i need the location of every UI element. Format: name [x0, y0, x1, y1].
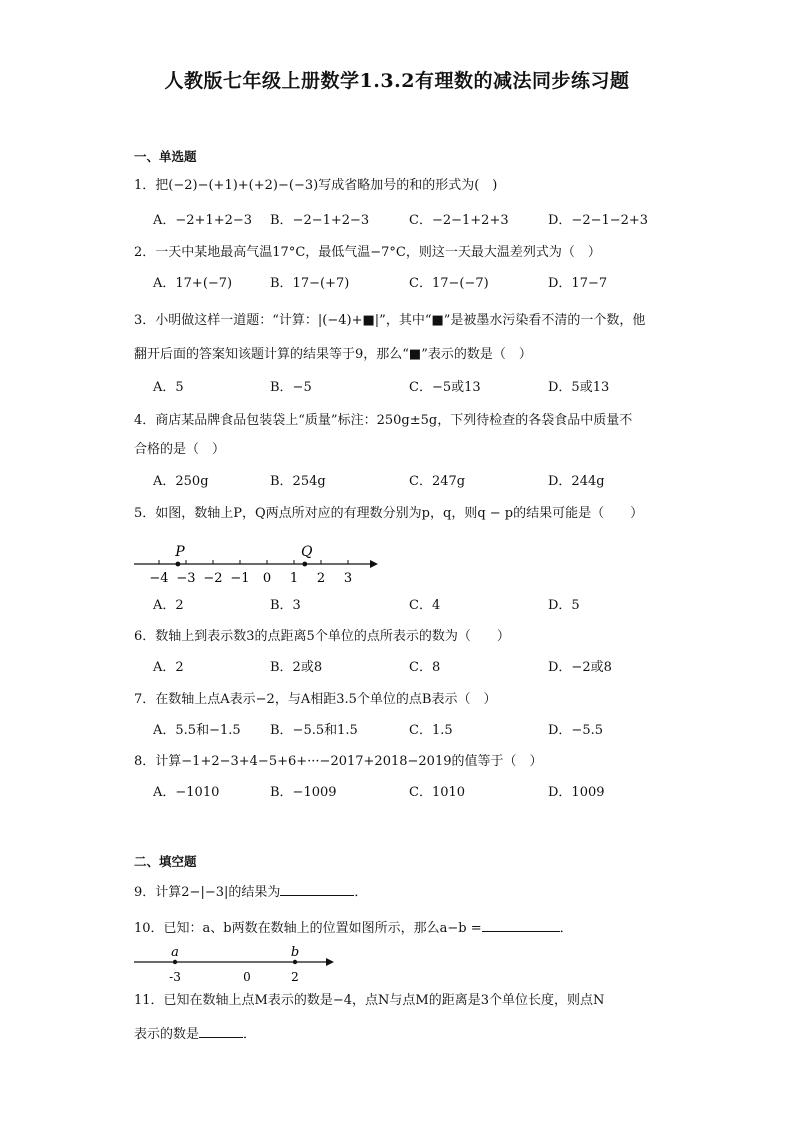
tick-label: 1	[289, 571, 299, 586]
question-text-line1: 小明做这样一道题：“计算：|(−4)+■|”，其中“■”是被墨水污染看不清的一个数，他	[155, 313, 646, 328]
question-number: 9．	[134, 885, 156, 900]
option-d[interactable]: D．5或13	[548, 380, 610, 395]
option-b[interactable]: B．254g	[270, 474, 326, 489]
question-3	[134, 312, 645, 330]
question-number: 6．	[134, 629, 156, 644]
option-c[interactable]: C．−5或13	[409, 380, 481, 395]
option-b[interactable]: B．2或8	[270, 660, 323, 675]
tick-label: 2	[316, 571, 326, 586]
tick-label: −4	[149, 571, 169, 586]
question-text: 计算−1+2−3+4−5+6+···−2017+2018−2019的值等于（ ）	[155, 754, 543, 769]
option-a[interactable]: A．2	[153, 598, 184, 613]
option-b[interactable]: B．−1009	[270, 785, 337, 800]
point-label: Q	[301, 544, 313, 560]
question-6	[134, 628, 510, 646]
option-c[interactable]: C．17−(−7)	[409, 276, 489, 291]
option-d[interactable]: D．244g	[548, 474, 605, 489]
option-d[interactable]: D．−2−1−2+3	[548, 213, 649, 228]
page-title: 人教版七年级上册数学1.3.2有理数的减法同步练习题	[164, 70, 630, 92]
point-label: P	[175, 544, 185, 560]
option-c[interactable]: C．1010	[409, 785, 466, 800]
option-d[interactable]: D．−5.5	[548, 723, 603, 738]
answer-blank[interactable]	[482, 919, 560, 932]
option-a[interactable]: A．5	[153, 380, 184, 395]
option-c[interactable]: C．4	[409, 598, 441, 613]
point-marker	[293, 960, 297, 964]
question-text-line1: 已知在数轴上点M表示的数是−4，点N与点M的距离是3个单位长度，则点N	[163, 993, 605, 1008]
option-b[interactable]: B．−5.5和1.5	[270, 723, 358, 738]
question-number: 5．	[134, 506, 156, 521]
point-marker	[302, 562, 307, 567]
question-9: 9．计算2−|−3|的结果为 ．	[134, 885, 368, 900]
number-line-q5	[130, 532, 390, 590]
tick-label: −3	[176, 571, 196, 586]
tick-label: 0	[262, 571, 272, 586]
option-c[interactable]: C．247g	[409, 474, 466, 489]
option-c[interactable]: C．8	[409, 660, 441, 675]
point-marker	[176, 562, 181, 567]
option-d[interactable]: D．5	[548, 598, 580, 613]
question-text: 一天中某地最高气温17°C，最低气温−7°C，则这一天最大温差列式为（ ）	[155, 245, 601, 260]
option-a[interactable]: A．2	[153, 660, 184, 675]
question-11	[134, 992, 604, 1010]
axis-arrow	[370, 560, 378, 568]
option-b[interactable]: B．17−(+7)	[270, 276, 350, 291]
question-11-line2: 表示的数是 ．	[134, 1027, 257, 1042]
question-8	[134, 753, 542, 771]
option-b[interactable]: B．3	[270, 598, 301, 613]
number-line-q10	[130, 940, 340, 988]
question-number: 7．	[134, 692, 156, 707]
question-text: 已知：a、b两数在数轴上的位置如图所示，那么a−b =	[163, 921, 482, 936]
point-label: b	[290, 945, 300, 960]
option-a[interactable]: A．−1010	[153, 785, 220, 800]
tick-label: -3	[169, 970, 181, 984]
section-fill-blank: 二、填空题	[134, 854, 197, 869]
option-a[interactable]: A．−2+1+2−3	[153, 213, 253, 228]
axis-arrow	[326, 958, 334, 966]
question-text: 计算2−|−3|的结果为	[155, 885, 281, 900]
question-10: 10．已知：a、b两数在数轴上的位置如图所示，那么a−b = ．	[134, 921, 573, 936]
question-number: 11．	[134, 993, 164, 1008]
question-4-line2: 合格的是（ ）	[134, 442, 226, 457]
option-d[interactable]: D．17−7	[548, 276, 608, 291]
option-a[interactable]: A．250g	[153, 474, 209, 489]
option-b[interactable]: B．−2−1+2−3	[270, 213, 370, 228]
answer-blank[interactable]	[280, 883, 354, 896]
option-d[interactable]: D．1009	[548, 785, 605, 800]
question-text-line1: 商店某品牌食品包装袋上“质量”标注：250g±5g，下列待检查的各袋食品中质量不	[155, 413, 633, 428]
option-b[interactable]: B．−5	[270, 380, 312, 395]
option-c[interactable]: C．1.5	[409, 723, 453, 738]
tick-label: −1	[230, 571, 250, 586]
question-text: 在数轴上点A表示−2，与A相距3.5个单位的点B表示（ ）	[155, 692, 497, 707]
question-1	[134, 177, 497, 195]
question-number: 2．	[134, 245, 156, 260]
question-text: 把(−2)−(+1)+(+2)−(−3)写成省略加号的和的形式为( )	[155, 178, 498, 193]
answer-blank[interactable]	[199, 1025, 243, 1038]
point-label: a	[171, 945, 179, 960]
question-3-line2: 翻开后面的答案知该题计算的结果等于9，那么“■”表示的数是（ ）	[134, 347, 532, 362]
option-c[interactable]: C．−2−1+2+3	[409, 213, 509, 228]
question-7	[134, 691, 496, 709]
question-text: 如图，数轴上P，Q两点所对应的有理数分别为p，q，则q − p的结果可能是（ ）	[155, 506, 644, 521]
question-number: 10．	[134, 921, 164, 936]
tick-label: 0	[243, 970, 251, 984]
option-a[interactable]: A．17+(−7)	[153, 276, 233, 291]
question-4	[134, 412, 632, 430]
tick-label: 3	[343, 571, 353, 586]
question-number: 4．	[134, 413, 156, 428]
question-2	[134, 244, 601, 262]
question-5	[134, 505, 643, 523]
question-number: 8．	[134, 754, 156, 769]
section-single-choice: 一、单选题	[134, 149, 197, 164]
question-number: 3．	[134, 313, 156, 328]
tick-label: −2	[203, 571, 223, 586]
option-d[interactable]: D．−2或8	[548, 660, 612, 675]
tick-label: 2	[291, 970, 299, 984]
option-a[interactable]: A．5.5和−1.5	[153, 723, 241, 738]
question-number: 1．	[134, 178, 156, 193]
point-marker	[173, 960, 177, 964]
question-text: 数轴上到表示数3的点距离5个单位的点所表示的数为（ ）	[155, 629, 510, 644]
